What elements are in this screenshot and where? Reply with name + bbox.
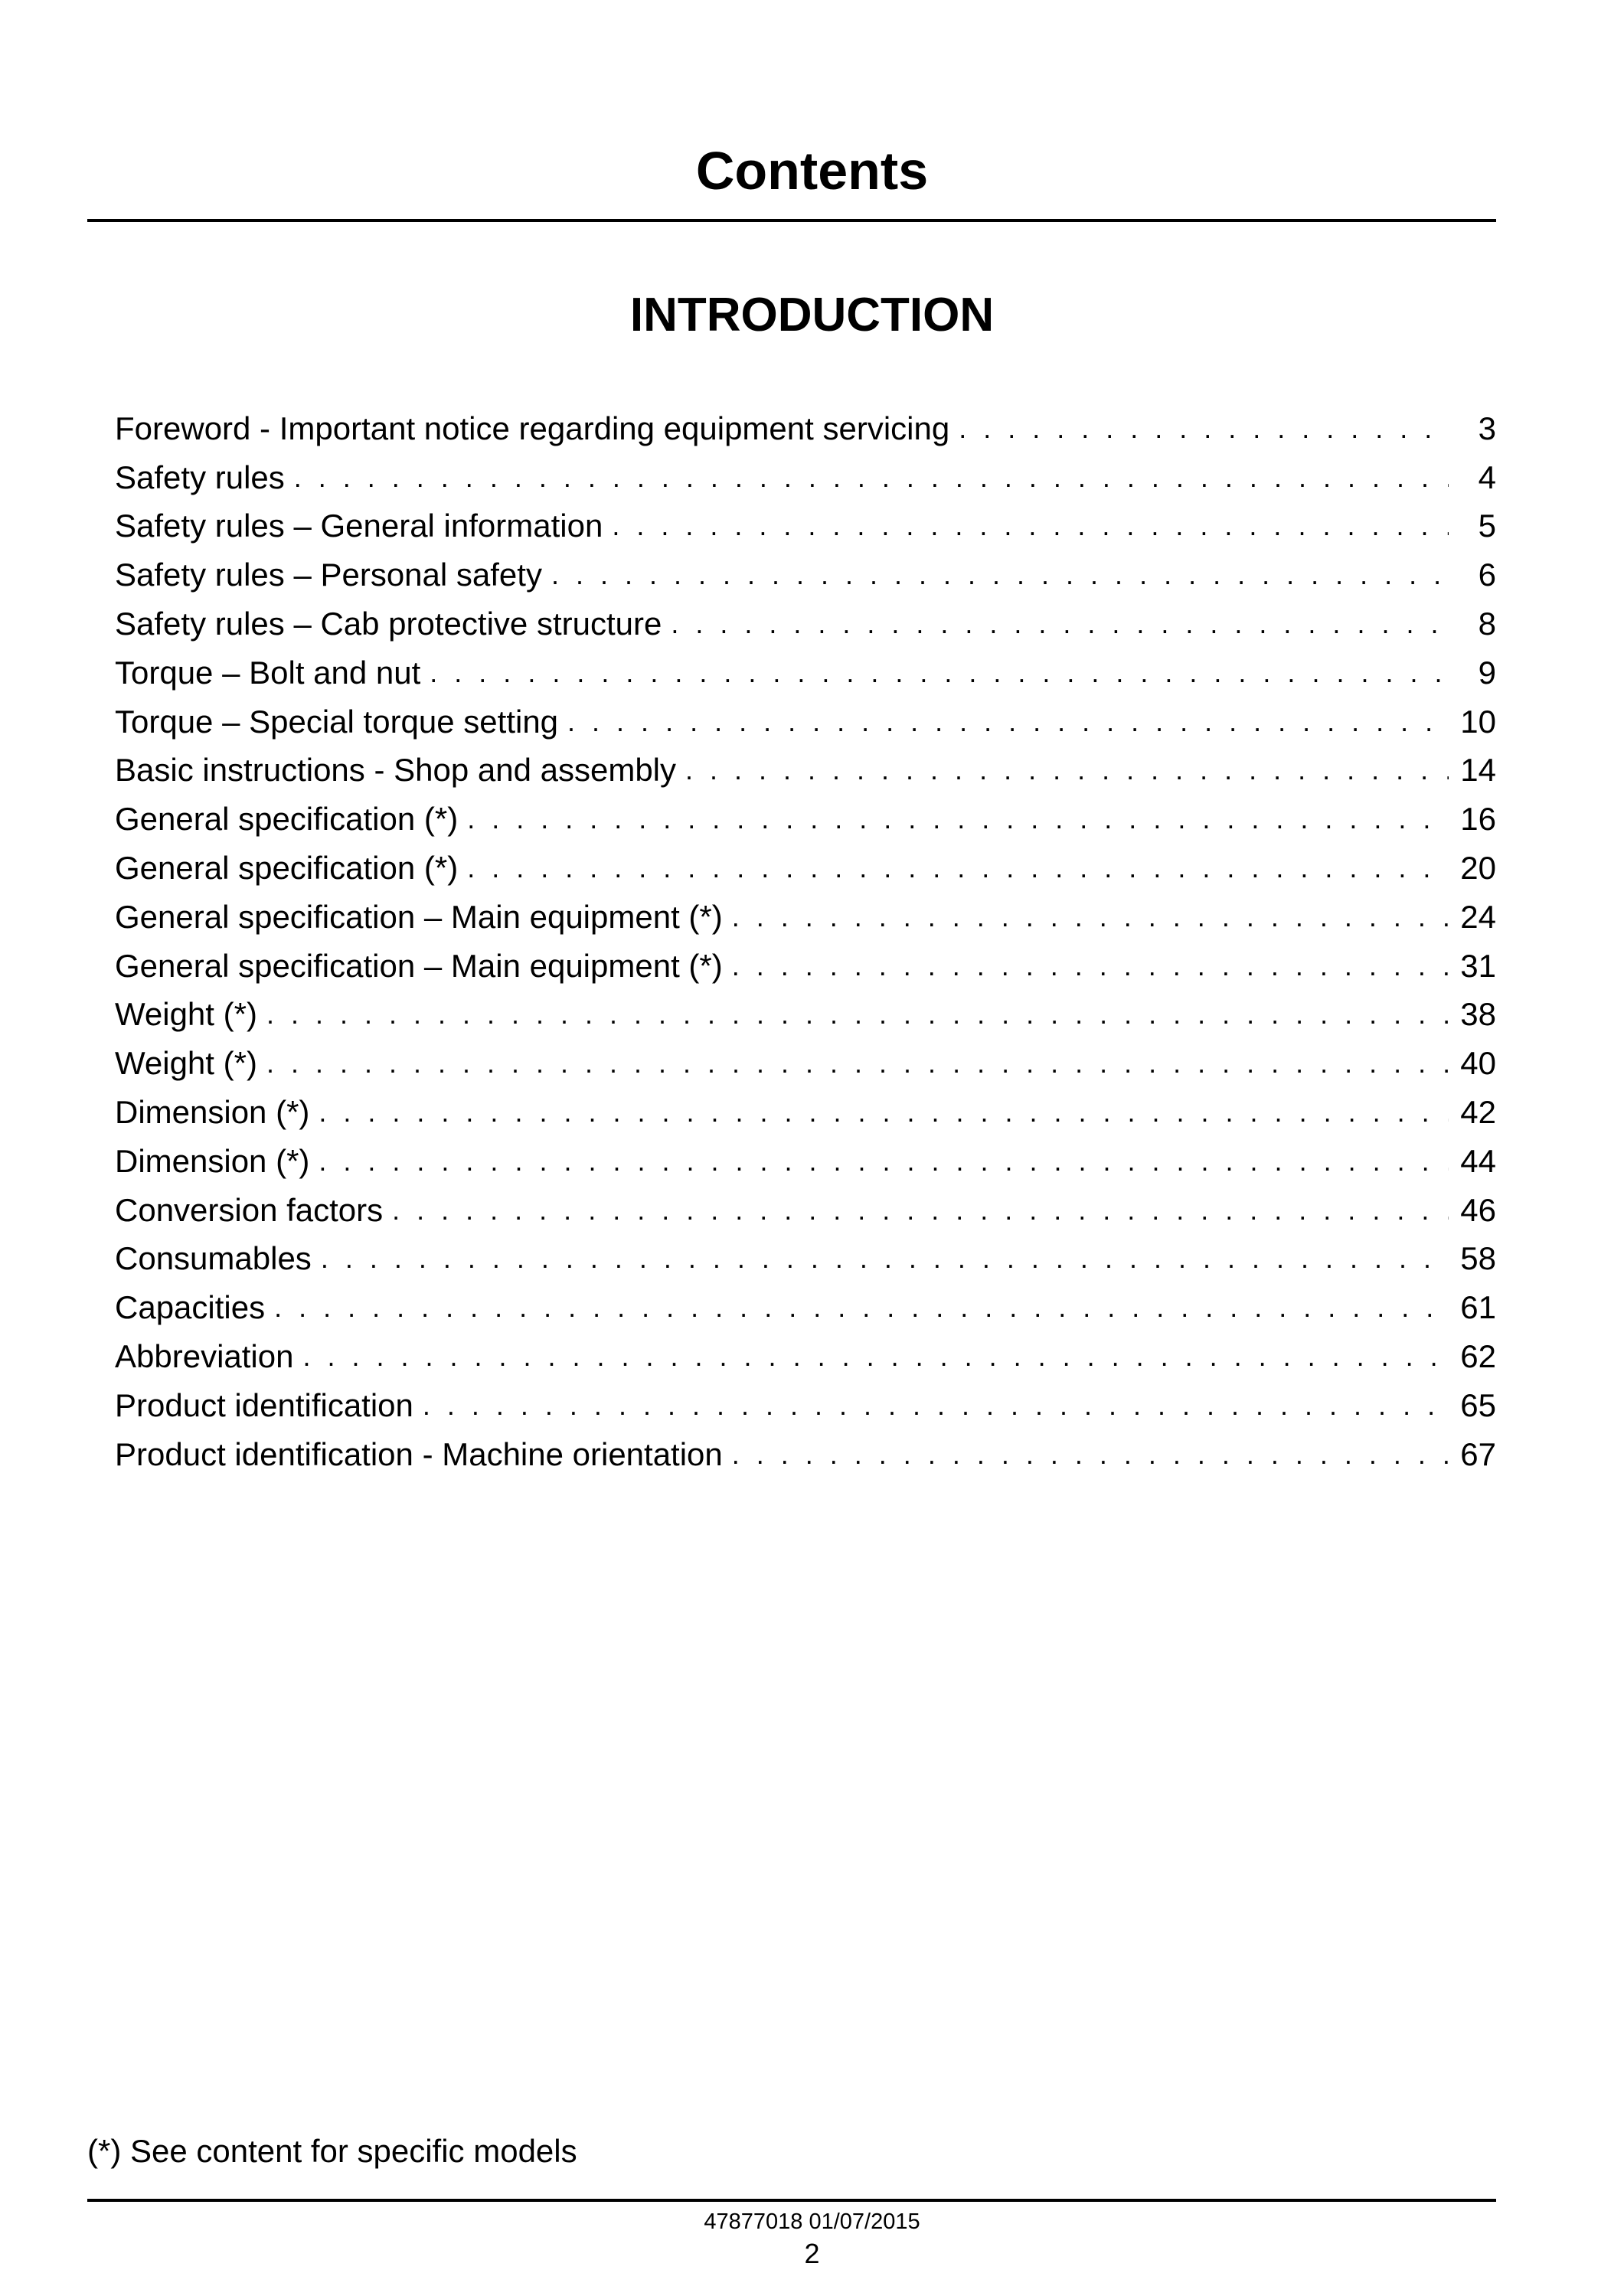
dot-leader [294, 458, 1449, 498]
footnote: (*) See content for specific models [87, 2133, 577, 2169]
toc-entry-page: 65 [1460, 1386, 1496, 1423]
toc-entry[interactable] [115, 942, 1496, 991]
toc-entry[interactable] [115, 1039, 1496, 1088]
toc-entry[interactable] [115, 550, 1496, 599]
toc-entry[interactable] [115, 795, 1496, 844]
toc-entry-page: 6 [1478, 557, 1496, 593]
dot-leader [392, 1190, 1449, 1230]
toc-entry-page: 31 [1460, 947, 1496, 984]
toc-entry[interactable] [115, 1235, 1496, 1284]
toc-entry[interactable] [115, 404, 1496, 453]
dot-leader [274, 1288, 1449, 1328]
header-divider [87, 219, 1496, 222]
toc-entry[interactable] [115, 1283, 1496, 1332]
toc-entry-label: General specification – Main equipment (*) [115, 898, 723, 935]
toc-entry-label: Product identification - Machine orientation [115, 1435, 723, 1472]
dot-leader [732, 946, 1449, 986]
toc-entry[interactable] [115, 1137, 1496, 1186]
toc-entry-label: Capacities [115, 1289, 266, 1326]
toc-entry[interactable] [115, 991, 1496, 1040]
table-of-contents [115, 404, 1496, 1479]
dot-leader [266, 1043, 1449, 1083]
dot-leader [321, 1239, 1449, 1279]
toc-entry-label: Torque – Special torque setting [115, 703, 559, 740]
page-title: Contents [695, 141, 929, 201]
toc-entry-label: Conversion factors [115, 1191, 384, 1228]
toc-entry-page: 20 [1460, 850, 1496, 887]
toc-entry-label: Dimension (*) [115, 1142, 310, 1179]
toc-entry[interactable] [115, 453, 1496, 502]
toc-entry-label: Weight (*) [115, 996, 257, 1033]
footer-divider [87, 2199, 1496, 2202]
dot-leader [430, 653, 1449, 693]
toc-entry-page: 4 [1478, 459, 1496, 495]
toc-entry-page: 38 [1460, 996, 1496, 1033]
toc-entry-label: General specification – Main equipment (*) [115, 947, 723, 984]
toc-entry[interactable] [115, 1088, 1496, 1137]
dot-leader [612, 506, 1449, 546]
toc-entry[interactable] [115, 697, 1496, 746]
section-title: INTRODUCTION [629, 289, 995, 341]
dot-leader [423, 1386, 1449, 1426]
toc-entry-label: Safety rules – Personal safety [115, 557, 542, 593]
toc-entry-page: 46 [1460, 1191, 1496, 1228]
toc-entry[interactable] [115, 1332, 1496, 1381]
toc-entry-label: Dimension (*) [115, 1094, 310, 1131]
dot-leader [551, 555, 1449, 595]
toc-entry-page: 16 [1460, 801, 1496, 838]
toc-entry-page: 14 [1460, 752, 1496, 789]
toc-entry-label: Abbreviation [115, 1338, 294, 1375]
toc-entry-page: 9 [1478, 654, 1496, 691]
toc-entry-page: 10 [1460, 703, 1496, 740]
dot-leader [266, 994, 1449, 1034]
toc-entry[interactable] [115, 1430, 1496, 1479]
dot-leader [319, 1092, 1449, 1132]
toc-entry-label: General specification (*) [115, 801, 459, 838]
toc-entry-page: 8 [1478, 606, 1496, 642]
toc-entry[interactable] [115, 844, 1496, 893]
toc-entry-label: Consumables [115, 1240, 312, 1277]
toc-entry-page: 67 [1460, 1435, 1496, 1472]
document-id: 47877018 01/07/2015 [704, 2209, 920, 2234]
toc-entry[interactable] [115, 599, 1496, 648]
toc-entry[interactable] [115, 1381, 1496, 1430]
toc-entry-page: 3 [1478, 410, 1496, 446]
dot-leader [671, 604, 1449, 644]
toc-entry-label: Safety rules – General information [115, 508, 603, 544]
toc-entry-page: 24 [1460, 898, 1496, 935]
toc-entry[interactable] [115, 502, 1496, 551]
dot-leader [732, 1435, 1449, 1475]
toc-entry-label: Basic instructions - Shop and assembly [115, 752, 677, 789]
toc-entry-page: 62 [1460, 1338, 1496, 1375]
toc-entry-label: General specification (*) [115, 850, 459, 887]
toc-entry-label: Safety rules – Cab protective structure [115, 606, 662, 642]
dot-leader [302, 1337, 1449, 1377]
toc-entry-page: 44 [1460, 1142, 1496, 1179]
dot-leader [567, 702, 1449, 742]
dot-leader [959, 409, 1449, 449]
toc-entry[interactable] [115, 746, 1496, 795]
toc-entry-label: Product identification [115, 1386, 413, 1423]
toc-entry-page: 61 [1460, 1289, 1496, 1326]
toc-entry-label: Foreword - Important notice regarding equipment servicing [115, 410, 950, 446]
toc-entry-label: Safety rules [115, 459, 285, 495]
page-number: 2 [804, 2238, 820, 2269]
toc-entry[interactable] [115, 893, 1496, 942]
dot-leader [467, 848, 1449, 888]
dot-leader [467, 799, 1449, 839]
toc-entry-page: 42 [1460, 1094, 1496, 1131]
dot-leader [732, 897, 1449, 937]
toc-entry[interactable] [115, 648, 1496, 697]
dot-leader [319, 1141, 1449, 1181]
toc-entry-page: 40 [1460, 1045, 1496, 1082]
toc-entry[interactable] [115, 1186, 1496, 1235]
toc-entry-page: 5 [1478, 508, 1496, 544]
toc-entry-page: 58 [1460, 1240, 1496, 1277]
toc-entry-label: Torque – Bolt and nut [115, 654, 421, 691]
dot-leader [685, 750, 1449, 790]
toc-entry-label: Weight (*) [115, 1045, 257, 1082]
